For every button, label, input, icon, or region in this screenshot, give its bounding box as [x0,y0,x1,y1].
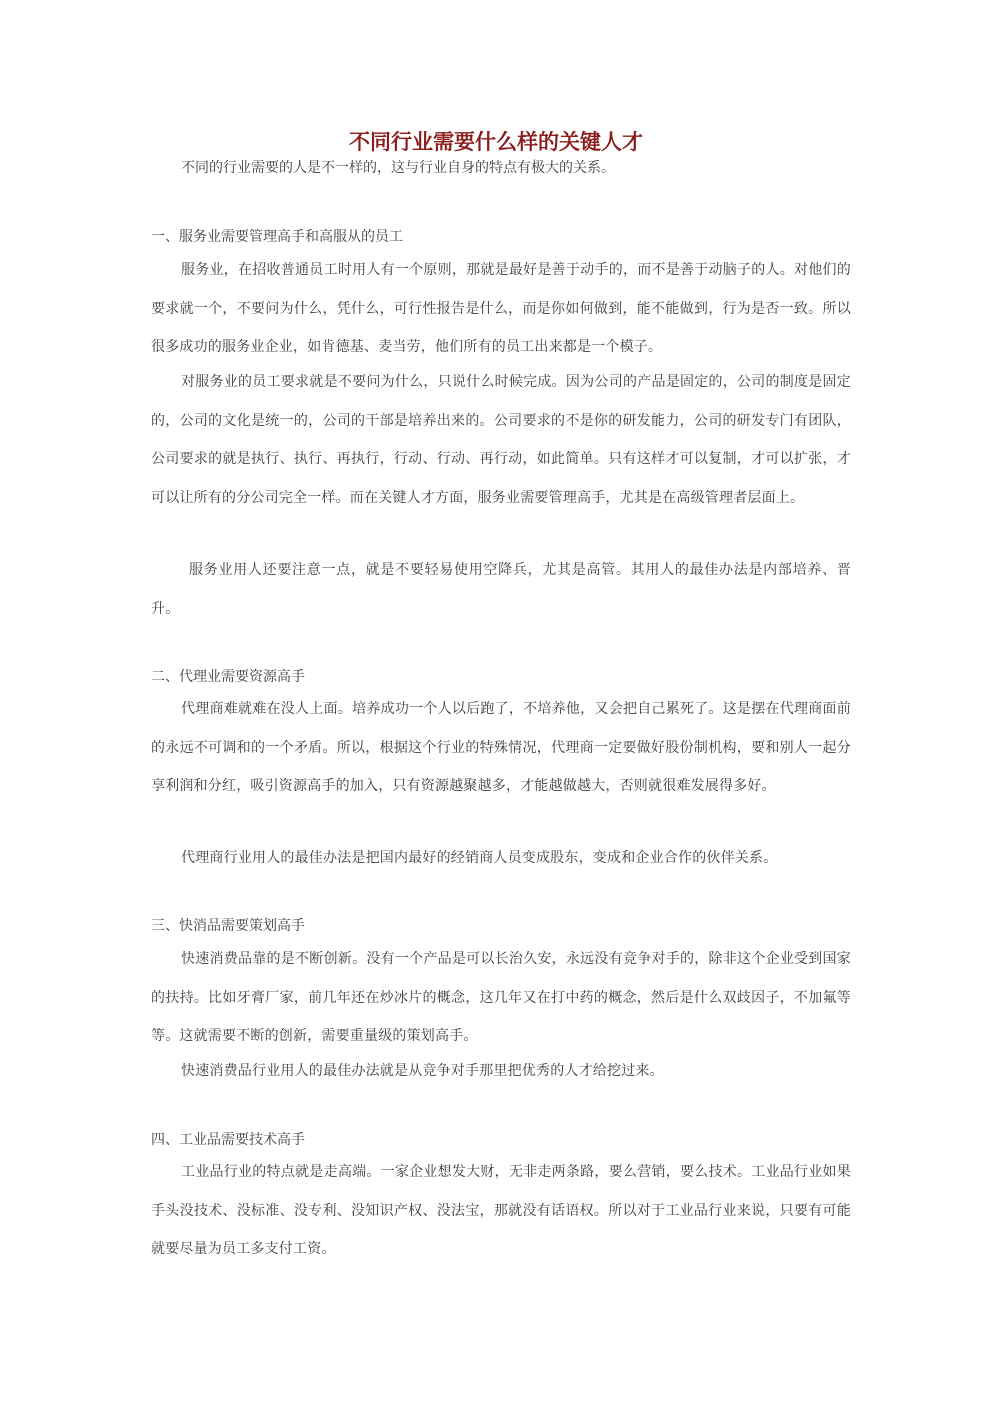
document-title: 不同行业需要什么样的关键人才 [349,129,643,154]
paragraph: 服务业，在招收普通员工时用人有一个原则，那就是最好是善于动手的，而不是善于动脑子的人。对他们的要求就一个，不要问为什么，凭什么，可行性报告是什么，而是你如何做到，能不能做到，行为是否一致。所以很多成功的服务业企业，如肯德基、麦当劳，他们所有的员工出来都是一个模子。 [151,262,851,355]
paragraph: 服务业用人还要注意一点，就是不要轻易使用空降兵，尤其是高管。其用人的最佳办法是内部培养、晋升。 [151,562,851,617]
paragraph: 代理商行业用人的最佳办法是把国内最好的经销商人员变成股东，变成和企业合作的伙伴关系。 [181,850,778,866]
section-heading-2: 二、代理业需要资源高手 [151,669,305,685]
intro-paragraph: 不同的行业需要的人是不一样的，这与行业自身的特点有极大的关系。 [181,160,615,176]
section-heading-1: 一、服务业需要管理高手和高服从的员工 [151,229,403,245]
section-heading-3: 三、快消品需要策划高手 [151,918,305,934]
paragraph: 快速消费品靠的是不断创新。没有一个产品是可以长治久安，永远没有竞争对手的，除非这个企业受到国家的扶持。比如牙膏厂家，前几年还在炒冰片的概念，这几年又在打中药的概念，然后是什么双歧因子，不加氟等等。这就需要不断的创新，需要重量级的策划高手。 [151,951,851,1044]
section-heading-4: 四、工业品需要技术高手 [151,1132,305,1148]
paragraph: 快速消费品行业用人的最佳办法就是从竞争对手那里把优秀的人才给挖过来。 [181,1063,664,1079]
paragraph: 对服务业的员工要求就是不要问为什么，只说什么时候完成。因为公司的产品是固定的，公司的制度是固定的，公司的文化是统一的，公司的干部是培养出来的。公司要求的不是你的研发能力，公司的研发专门有团队，公司要求的就是执行、执行、再执行，行动、行动、再行动，如此简单。只有这样才可以复制，才可以扩张，才可以让所有的分公司完全一样。而在关键人才方面，服务业需要管理高手，尤其是在高级管理者层面上。 [151,374,851,506]
paragraph: 工业品行业的特点就是走高端。一家企业想发大财，无非走两条路，要么营销，要么技术。工业品行业如果手头没技术、没标准、没专利、没知识产权、没法宝，那就没有话语权。所以对于工业品行业来说，只要有可能就要尽量为员工多支付工资。 [151,1164,851,1257]
paragraph: 代理商难就难在没人上面。培养成功一个人以后跑了，不培养他，又会把自己累死了。这是摆在代理商面前的永远不可调和的一个矛盾。所以，根据这个行业的特殊情况，代理商一定要做好股份制机构，要和别人一起分享利润和分红，吸引资源高手的加入，只有资源越聚越多，才能越做越大，否则就很难发展得多好。 [151,701,851,794]
